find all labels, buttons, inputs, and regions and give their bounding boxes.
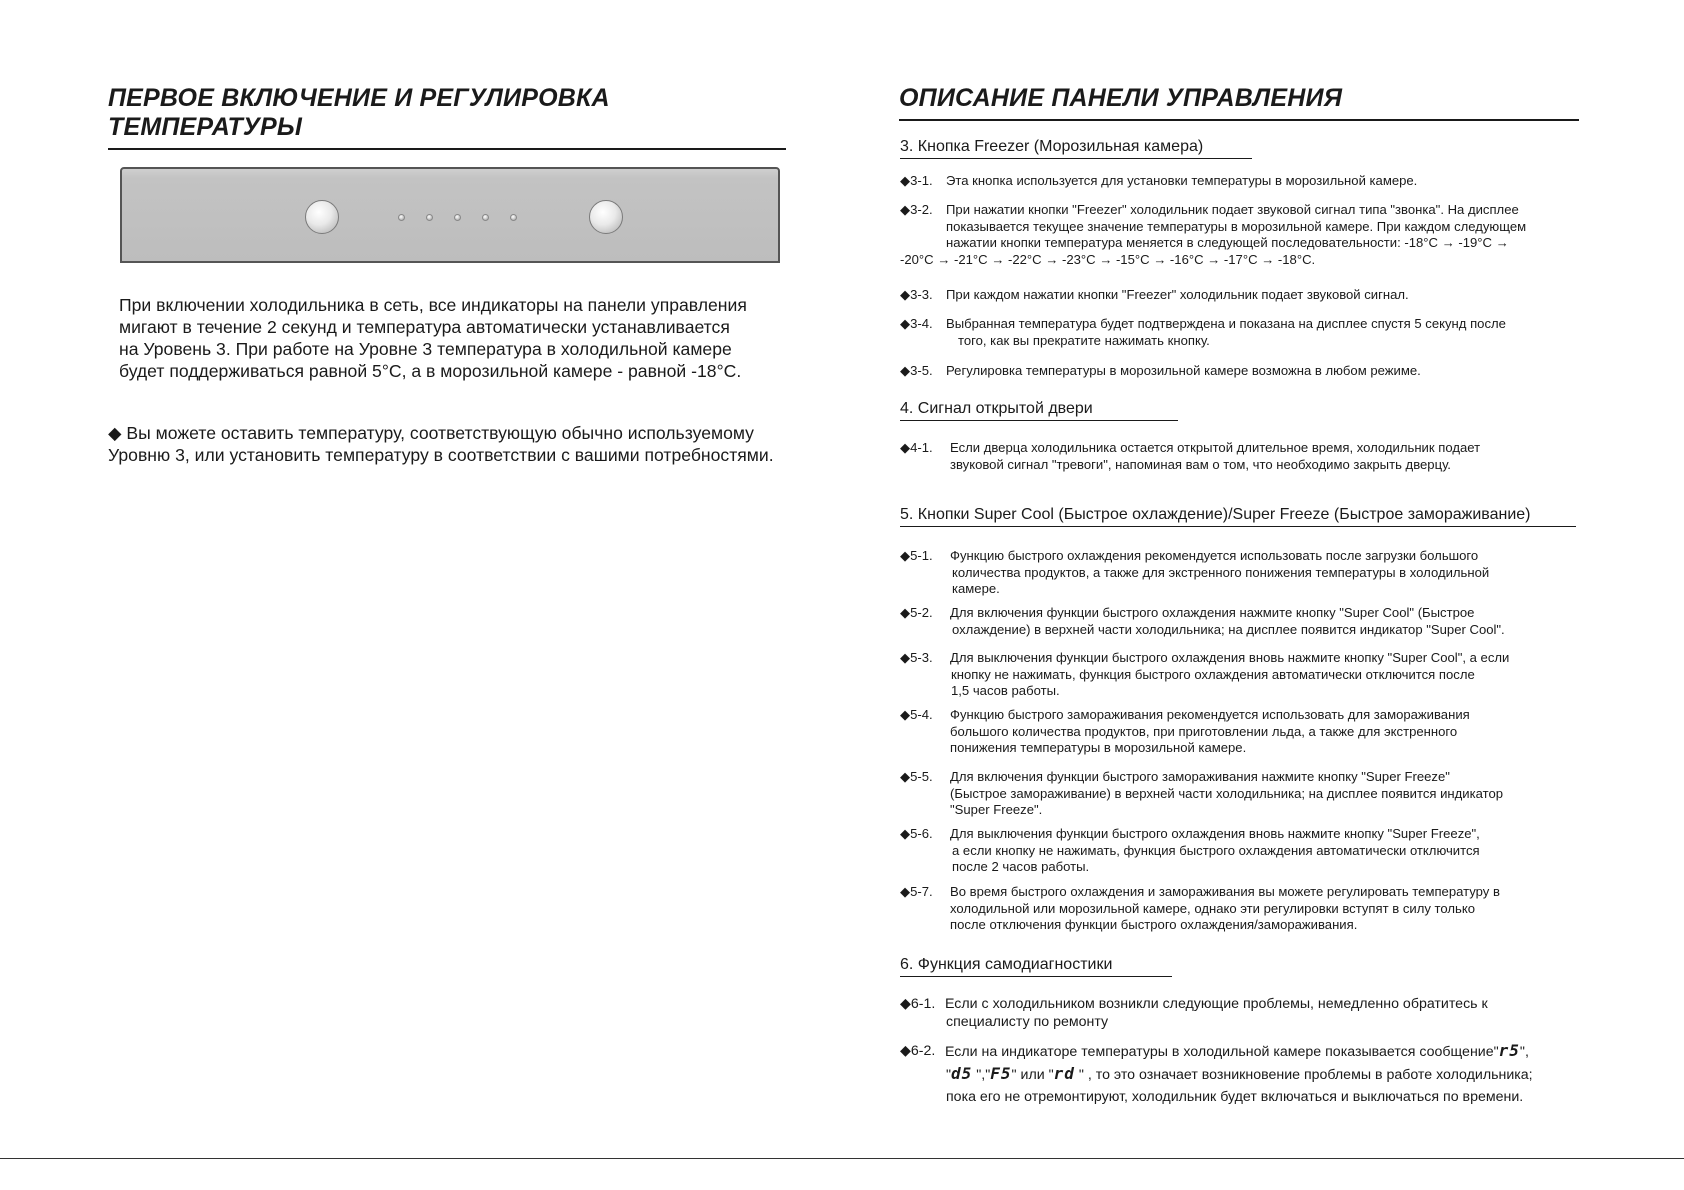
item-line: -20°С → -21°С → -22°С → -23°С → -15°С → -16°С → -17°С → -18°С. [900,251,1316,267]
item-line: "Super Freeze". [950,802,1043,817]
item-3-2 [900,202,1600,268]
item-line: Эта кнопка используется для установки температуры в морозильной камере. [946,173,1418,188]
item-5-5 [900,769,1600,819]
indicator-dot-icon [510,214,517,221]
item-6-1 [900,995,1600,1031]
item-marker: ◆4-1. [900,440,933,455]
note-line: ◆ Вы можете оставить температуру, соответствующую обычно используемому [108,423,754,443]
item-5-7 [900,884,1600,934]
right-page-title: ОПИСАНИЕ ПАНЕЛИ УПРАВЛЕНИЯ [899,84,1579,121]
item-line: Регулировка температуры в морозильной камере возможна в любом режиме. [946,363,1421,378]
indicator-dot-icon [482,214,489,221]
left-knob-icon [305,200,339,234]
item-line: понижения температуры в морозильной камере. [950,740,1247,755]
item-line: Для выключения функции быстрого охлаждения вновь нажмите кнопку "Super Freeze", [950,826,1480,841]
item-line: того, как вы прекратите нажимать кнопку. [958,332,1210,348]
control-panel-illustration [120,167,780,263]
error-code-r5: r5 [1498,1041,1520,1060]
item-line: Функцию быстрого охлаждения рекомендуется использовать после загрузки большого [950,548,1479,563]
item-3-3 [900,287,1600,304]
item-line: большого количества продуктов, при приготовлении льда, а также для экстренного [950,723,1458,739]
item-line: Для выключения функции быстрого охлаждения вновь нажмите кнопку "Super Cool", а если [950,650,1510,665]
item-marker: ◆5-4. [900,707,933,722]
item-marker: ◆5-2. [900,605,933,620]
item-line: (Быстрое замораживание) в верхней части холодильника; на дисплее появится индикатор [950,785,1504,801]
item-marker: ◆3-3. [900,287,933,302]
error-code-d5: d5 [951,1064,973,1083]
item-line: а если кнопку не нажимать, функция быстрого охлаждения автоматически отключится [952,842,1480,858]
intro-line: мигают в течение 2 секунд и температура автоматически устанавливается [119,317,730,337]
item-marker: ◆5-7. [900,884,933,899]
intro-line: будет поддерживаться равной 5°С, а в морозильной камере - равной -18°С. [119,361,742,381]
intro-line: на Уровень 3. При работе на Уровне 3 температура в холодильной камере [119,339,732,359]
item-line: количества продуктов, а также для экстренного понижения температуры в холодильной [952,564,1490,580]
item-5-2 [900,605,1600,638]
item-line: Если с холодильником возникли следующие проблемы, немедленно обратитесь к [945,996,1488,1012]
item-line: При каждом нажатии кнопки "Freezer" холодильник подает звуковой сигнал. [946,287,1409,302]
item-line: после 2 часов работы. [952,859,1090,874]
item-line: Функцию быстрого замораживания рекомендуется использовать для замораживания [950,707,1470,722]
item-line: звуковой сигнал "тревоги", напоминая вам о том, что необходимо закрыть дверцу. [950,456,1451,472]
item-line: Выбранная температура будет подтверждена и показана на дисплее спустя 5 секунд после [946,316,1506,331]
item-marker: ◆3-1. [900,173,933,188]
intro-paragraph [119,294,799,382]
item-6-2 [900,1040,1600,1108]
right-knob-icon [589,200,623,234]
item-text: Если на индикаторе температуры в холодильной камере показывается сообщение [945,1044,1494,1060]
intro-line: При включении холодильника в сеть, все индикаторы на панели управления [119,295,747,315]
item-5-3 [900,650,1600,700]
item-line: охлаждение) в верхней части холодильника; на дисплее появится индикатор "Super Cool". [952,621,1505,637]
item-text: , то это означает возникновение проблемы в работе холодильника; [1087,1067,1533,1083]
level-note [108,422,808,466]
item-line: кнопку не нажимать, функция быстрого охлаждения автоматически отключится после [951,666,1475,682]
item-line: Если дверца холодильника остается открытой длительное время, холодильник подает [950,440,1481,455]
item-marker: ◆3-4. [900,316,933,331]
item-line: Если на индикаторе температуры в холодильной камере показывается сообщение"r5", [945,1041,1529,1060]
item-line: "d5 ","F5" или "rd " , то это означает возникновение проблемы в работе холодильника; [946,1064,1533,1083]
indicator-dot-icon [426,214,433,221]
item-marker: ◆3-2. [900,202,933,217]
item-5-6 [900,826,1600,876]
item-marker: ◆5-5. [900,769,933,784]
item-line: после отключения функции быстрого охлаждения/замораживания. [950,917,1358,932]
note-line: Уровню 3, или установить температуру в соответствии с вашими потребностями. [108,445,774,465]
item-line: Во время быстрого охлаждения и замораживания вы можете регулировать температуру в [950,884,1500,899]
indicator-dot-icon [398,214,405,221]
item-marker: ◆6-1. [900,996,936,1012]
item-line: пока его не отремонтируют, холодильник будет включаться и выключаться по времени. [946,1089,1524,1105]
bottom-rule [0,1158,1684,1159]
left-page-title: ПЕРВОЕ ВКЛЮЧЕНИЕ И РЕГУЛИРОВКА ТЕМПЕРАТУРЫ [108,84,786,150]
error-code-f5: F5 [990,1064,1012,1083]
item-3-1 [900,173,1600,190]
item-5-4 [900,707,1600,757]
item-line: холодильной или морозильной камере, однако эти регулировки вступят в силу только [950,900,1475,916]
indicator-dot-icon [454,214,461,221]
item-line: нажатии кнопки температура меняется в следующей последовательности: -18°С → -19°С → [946,235,1509,250]
item-line: Для включения функции быстрого охлаждения нажмите кнопку "Super Cool" (Быстрое [950,605,1475,620]
item-3-4 [900,316,1600,349]
item-line: специалисту по ремонту [946,1014,1109,1030]
item-marker: ◆5-3. [900,650,933,665]
item-line: показывается текущее значение температуры в морозильной камере. При каждом следующем [946,218,1527,234]
item-5-1 [900,548,1600,598]
section-3-heading: 3. Кнопка Freezer (Морозильная камера) [900,137,1252,159]
item-marker: ◆6-2. [900,1043,936,1059]
section-5-heading: 5. Кнопки Super Cool (Быстрое охлаждение)/Super Freeze (Быстрое замораживание) [900,505,1576,527]
item-line: камере. [952,581,1000,596]
item-marker: ◆5-1. [900,548,933,563]
item-3-5 [900,363,1600,380]
item-line: При нажатии кнопки "Freezer" холодильник подает звуковой сигнал типа "звонка". На дисплее [946,202,1519,217]
error-code-rd: rd [1053,1064,1075,1083]
section-6-heading: 6. Функция самодиагностики [900,955,1172,977]
item-4-1 [900,440,1600,473]
item-marker: ◆3-5. [900,363,933,378]
section-4-heading: 4. Сигнал открытой двери [900,399,1178,421]
item-line: 1,5 часов работы. [951,683,1060,698]
item-line: Для включения функции быстрого замораживания нажмите кнопку "Super Freeze" [950,769,1450,784]
item-marker: ◆5-6. [900,826,933,841]
or-word: или [1020,1067,1045,1083]
